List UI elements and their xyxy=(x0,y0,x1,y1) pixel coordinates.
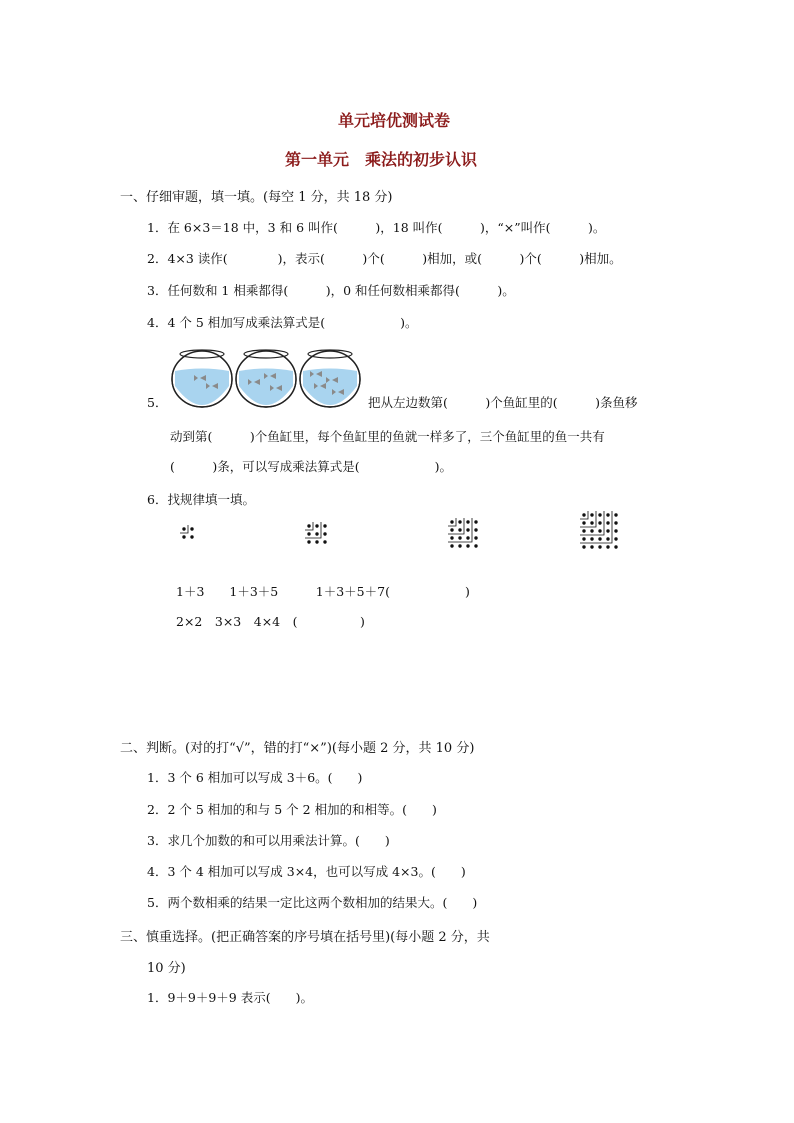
s1-question-5-line1: 把从左边数第( )个鱼缸里的( )条鱼移 xyxy=(368,395,638,410)
dot xyxy=(466,520,469,523)
s1-question-2: 2．4×3 读作( )，表示( )个( )相加，或( )个( )相加。 xyxy=(147,251,622,266)
s2-question-1: 1．3 个 6 相加可以写成 3＋6。( ) xyxy=(147,770,363,785)
s1-question-6-row1: 1＋3 1＋3＋5 1＋3＋5＋7( ) xyxy=(176,584,470,599)
dot xyxy=(474,528,477,531)
dot xyxy=(582,545,585,548)
dot xyxy=(598,513,601,516)
s1-question-4: 4．4 个 5 相加写成乘法算式是( )。 xyxy=(147,315,418,330)
s1-question-6: 6．找规律填一填。 xyxy=(147,492,255,507)
s1-question-3: 3．任何数和 1 相乘都得( )，0 和任何数相乘都得( )。 xyxy=(147,283,515,298)
dot xyxy=(315,524,318,527)
section2-heading: 二、判断。(对的打“√”，错的打“×”)(每小题 2 分，共 10 分) xyxy=(120,741,475,756)
dot xyxy=(606,521,609,524)
dot xyxy=(614,521,617,524)
dot xyxy=(466,544,469,547)
dot xyxy=(590,545,593,548)
dot xyxy=(606,529,609,532)
s2-question-5: 5．两个数相乘的结果一定比这两个数相加的结果大。( ) xyxy=(147,895,478,910)
dot xyxy=(307,532,310,535)
s1-question-6-row2: 2×2 3×3 4×4 ( ) xyxy=(176,614,365,629)
s2-question-3: 3．求几个加数的和可以用乘法计算。( ) xyxy=(147,833,390,848)
dot xyxy=(458,528,461,531)
dot-pattern-icon xyxy=(580,511,658,571)
dot xyxy=(315,532,318,535)
dot xyxy=(582,521,585,524)
dot xyxy=(474,544,477,547)
dot xyxy=(182,527,185,530)
dot xyxy=(466,528,469,531)
fishbowl-icon xyxy=(170,346,363,408)
dot xyxy=(606,537,609,540)
dot xyxy=(450,544,453,547)
dot xyxy=(474,536,477,539)
section3-heading: 三、慎重选择。(把正确答案的序号填在括号里)(每小题 2 分，共 xyxy=(120,930,490,945)
page-subtitle: 第一单元 乘法的初步认识 xyxy=(285,150,478,169)
dot xyxy=(590,513,593,516)
dot xyxy=(590,537,593,540)
dot xyxy=(614,529,617,532)
page-title: 单元培优测试卷 xyxy=(338,111,451,130)
dot xyxy=(598,545,601,548)
dot xyxy=(614,545,617,548)
dot xyxy=(323,540,326,543)
dot xyxy=(474,520,477,523)
dot xyxy=(307,540,310,543)
dot xyxy=(458,536,461,539)
dot xyxy=(450,520,453,523)
dot xyxy=(458,544,461,547)
dot xyxy=(450,528,453,531)
s1-question-5-line3: ( )条，可以写成乘法算式是( )。 xyxy=(170,459,453,474)
dot xyxy=(606,513,609,516)
dot xyxy=(458,520,461,523)
dot xyxy=(182,535,185,538)
dot xyxy=(190,535,193,538)
s2-question-4: 4．3 个 4 相加可以写成 3×4，也可以写成 4×3。( ) xyxy=(147,864,466,879)
dot xyxy=(614,537,617,540)
section1-heading: 一、仔细审题，填一填。(每空 1 分，共 18 分) xyxy=(120,190,393,205)
dot xyxy=(315,540,318,543)
dot xyxy=(450,536,453,539)
dot xyxy=(598,529,601,532)
dot xyxy=(590,521,593,524)
s2-question-2: 2．2 个 5 相加的和与 5 个 2 相加的和相等。( ) xyxy=(147,802,437,817)
dot xyxy=(582,529,585,532)
section3-heading-cont: 10 分) xyxy=(147,961,186,976)
dot xyxy=(307,524,310,527)
dot xyxy=(606,545,609,548)
dot xyxy=(582,513,585,516)
dot xyxy=(590,529,593,532)
dot-pattern-icon xyxy=(448,518,510,566)
s3-question-1: 1．9＋9＋9＋9 表示( )。 xyxy=(147,990,313,1005)
dot xyxy=(598,537,601,540)
dot xyxy=(466,536,469,539)
dot xyxy=(582,537,585,540)
dot xyxy=(323,532,326,535)
dot xyxy=(323,524,326,527)
s1-question-5-line2: 动到第( )个鱼缸里，每个鱼缸里的鱼就一样多了，三个鱼缸里的鱼一共有 xyxy=(170,429,605,444)
dot xyxy=(614,513,617,516)
s1-question-5-number: 5． xyxy=(147,395,168,410)
dot xyxy=(598,521,601,524)
dot-pattern-icon xyxy=(305,522,351,558)
dot-pattern-icon xyxy=(180,525,210,553)
dot xyxy=(190,527,193,530)
s1-question-1: 1．在 6×3＝18 中，3 和 6 叫作( )，18 叫作( )，“×”叫作( )。 xyxy=(147,220,606,235)
